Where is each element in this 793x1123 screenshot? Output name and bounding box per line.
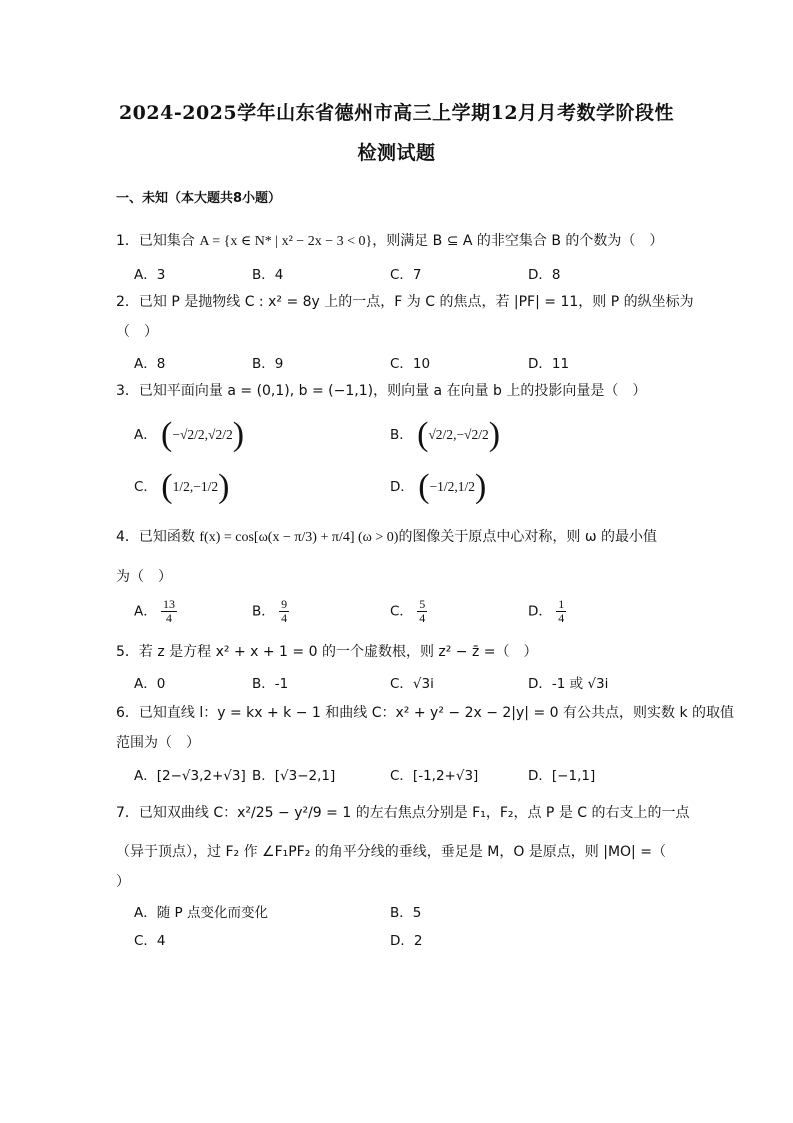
q4-option-b-label: B． xyxy=(252,603,275,620)
q3-option-a-label: A． xyxy=(134,427,157,443)
q7-option-c: C．4 xyxy=(134,933,166,949)
q3-c-x: 1/2 xyxy=(172,479,190,494)
q4-a-num: 13 xyxy=(163,597,176,611)
question-7-line3: ） xyxy=(116,874,130,890)
q2-option-b: B．9 xyxy=(252,356,284,372)
question-4-line1 xyxy=(116,527,686,548)
q2-option-c: C．10 xyxy=(390,356,431,372)
question-3: 3．已知平面向量 a = (0,1), b = (−1,1)，则向量 a 在向量 b 上的投影向量是（ ） xyxy=(116,383,647,399)
q3-d-x: −1/2 xyxy=(429,479,455,494)
q1-option-a: A．3 xyxy=(134,267,166,283)
q4-d-num: 1 xyxy=(558,597,565,611)
q6-option-b: B．[√3−2,1] xyxy=(252,768,336,784)
q4-b-den: 4 xyxy=(281,611,288,625)
question-4-func: f(x) = cos[ω(x − π/3) + π/4] (ω > 0) xyxy=(199,530,399,545)
q3-option-d: D． (−1/2,1/2) xyxy=(390,468,487,505)
q4-option-c-label: C． xyxy=(390,603,413,620)
q4-option-c xyxy=(390,598,427,625)
q5-option-d: D．-1 或 √3i xyxy=(528,676,609,692)
q3-option-b-label: B． xyxy=(390,427,413,443)
q1-option-c: C．7 xyxy=(390,267,422,283)
q3-option-c-label: C． xyxy=(134,479,157,495)
exam-title-line1: 2024-2025学年山东省德州市高三上学期12月月考数学阶段性 xyxy=(118,102,675,124)
q6-option-d: D．[−1,1] xyxy=(528,768,596,784)
question-1 xyxy=(116,231,686,252)
exam-title-line2: 检测试题 xyxy=(357,142,436,164)
q3-option-a: A． (−√2/2,√2/2) xyxy=(134,416,245,453)
q4-c-den: 4 xyxy=(419,611,426,625)
question-1-set: A = {x ∈ N* | x² − 2x − 3 < 0} xyxy=(199,234,373,249)
q3-b-y: −√2/2 xyxy=(456,427,489,442)
q3-d-y: 1/2 xyxy=(457,479,476,494)
question-5: 5．若 z 是方程 x² + x + 1 = 0 的一个虚数根，则 z² − z̄ =（ ） xyxy=(116,644,538,660)
q1-option-d: D．8 xyxy=(528,267,561,283)
question-4-prefix: 4．已知函数 xyxy=(116,529,195,545)
q4-b-num: 9 xyxy=(281,597,288,611)
q4-option-a xyxy=(134,598,177,625)
q4-a-den: 4 xyxy=(166,611,173,625)
q3-option-d-label: D． xyxy=(390,479,414,495)
question-4-line2: 为（ ） xyxy=(116,569,172,585)
q1-option-b: B．4 xyxy=(252,267,284,283)
q4-option-a-label: A． xyxy=(134,603,157,620)
q7-option-d: D．2 xyxy=(390,933,423,949)
section-heading: 一、未知（本大题共8小题） xyxy=(116,191,282,206)
q5-option-b: B．-1 xyxy=(252,676,289,692)
q3-a-y: √2/2 xyxy=(208,427,233,442)
q5-option-a: A．0 xyxy=(134,676,166,692)
q2-option-a: A．8 xyxy=(134,356,166,372)
q4-option-d-label: D． xyxy=(528,603,552,620)
q3-b-x: √2/2 xyxy=(428,427,454,442)
question-4-suffix: 的图像关于原点中心对称，则 ω 的最小值 xyxy=(398,529,658,545)
question-7-line2: （异于顶点），过 F₂ 作 ∠F₁PF₂ 的角平分线的垂线，垂足是 M，O 是原点，则 |MO| =（ xyxy=(116,844,666,860)
q4-d-den: 4 xyxy=(558,611,565,625)
q6-option-c: C．[-1,2+√3] xyxy=(390,768,479,784)
q3-option-c: C． (1/2,−1/2) xyxy=(134,468,230,505)
question-2-line2: （ ） xyxy=(116,324,158,340)
q4-c-num: 5 xyxy=(419,597,426,611)
q4-option-d xyxy=(528,598,566,625)
question-1-prefix: 1．已知集合 xyxy=(116,233,195,249)
q3-option-b: B． (√2/2,−√2/2) xyxy=(390,416,501,453)
question-1-suffix: ，则满足 B ⊆ A 的非空集合 B 的个数为（ ） xyxy=(372,233,664,249)
q5-option-c: C．√3i xyxy=(390,676,434,692)
q2-option-d: D．11 xyxy=(528,356,570,372)
q7-option-a: A．随 P 点变化而变化 xyxy=(134,905,268,921)
question-7-line1: 7．已知双曲线 C：x²/25 − y²/9 = 1 的左右焦点分别是 F₁，F₂，点 P 是 C 的右支上的一点 xyxy=(116,805,690,821)
q6-option-a: A．[2−√3,2+√3] xyxy=(134,768,246,784)
question-6-line2: 范围为（ ） xyxy=(116,735,200,751)
q3-a-x: −√2/2 xyxy=(172,427,205,442)
q4-option-b xyxy=(252,598,289,625)
question-2-line1: 2．已知 P 是抛物线 C : x² = 8y 上的一点，F 为 C 的焦点，若 |PF| = 11，则 P 的纵坐标为 xyxy=(116,294,694,310)
question-6-line1: 6．已知直线 l：y = kx + k − 1 和曲线 C：x² + y² − 2x − 2|y| = 0 有公共点，则实数 k 的取值 xyxy=(116,705,735,721)
q3-c-y: −1/2 xyxy=(193,479,219,494)
q7-option-b: B．5 xyxy=(390,905,422,921)
